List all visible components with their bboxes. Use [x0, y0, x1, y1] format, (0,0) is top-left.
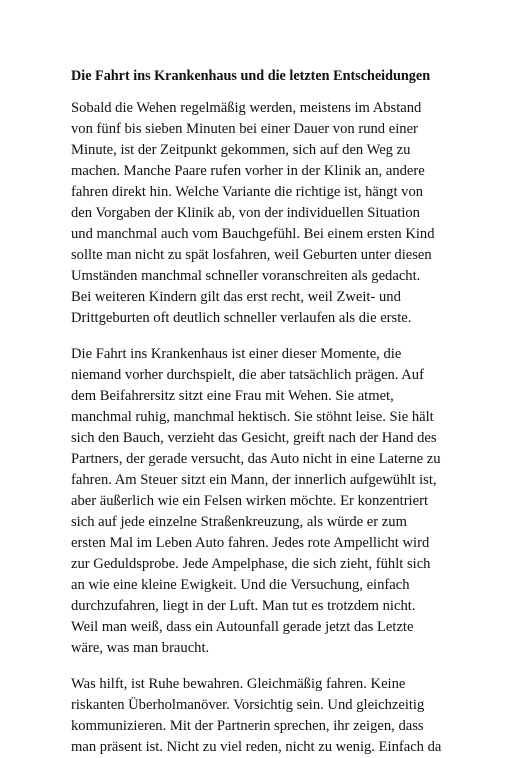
paragraph-line: Weil man weiß, dass ein Autounfall gerade jetzt das Letzte — [71, 619, 414, 635]
paragraph-line: von fünf bis sieben Minuten bei einer Dauer von rund einer — [71, 121, 418, 137]
paragraph-line: sich den Bauch, verzieht das Gesicht, greift nach der Hand des — [71, 430, 437, 446]
paragraph-line: aber äußerlich wie ein Felsen wirken möchte. Er konzentriert — [71, 493, 428, 509]
paragraph-line: man präsent ist. Nicht zu viel reden, nicht zu wenig. Einfach da — [71, 739, 442, 755]
paragraph-line: Drittgeburten oft deutlich schneller verlaufen als die erste. — [71, 310, 412, 326]
paragraph-line: Die Fahrt ins Krankenhaus ist einer dieser Momente, die — [71, 346, 402, 362]
paragraph-line: dem Beifahrersitz sitzt eine Frau mit Wehen. Sie atmet, — [71, 388, 394, 404]
paragraph — [71, 344, 469, 659]
paragraph-line: fahren. Am Steuer sitzt ein Mann, der innerlich aufgewühlt ist, — [71, 472, 437, 488]
paragraph-line: an wie eine kleine Ewigkeit. Und die Versuchung, einfach — [71, 577, 410, 593]
paragraph-line: machen. Manche Paare rufen vorher in der Klinik an, andere — [71, 163, 425, 179]
paragraph-line: Partners, der gerade versucht, das Auto nicht in eine Laterne zu — [71, 451, 441, 467]
paragraph-line: riskanten Überholmanöver. Vorsichtig sein. Und gleichzeitig — [71, 697, 425, 713]
paragraph-line: den Vorgaben der Klinik ab, von der individuellen Situation — [71, 205, 420, 221]
paragraph-line: Minute, ist der Zeitpunkt gekommen, sich auf den Weg zu — [71, 142, 411, 158]
paragraph-line: sich auf jede einzelne Straßenkreuzung, als würde er zum — [71, 514, 407, 530]
paragraph-line: Umständen manchmal schneller voranschreiten als gedacht. — [71, 268, 421, 284]
paragraph-line: niemand vorher durchspielt, die aber tatsächlich prägen. Auf — [71, 367, 424, 383]
paragraph-line: durchzufahren, liegt in der Luft. Man tut es trotzdem nicht. — [71, 598, 416, 614]
paragraph-line: Was hilft, ist Ruhe bewahren. Gleichmäßig fahren. Keine — [71, 676, 406, 692]
paragraph-line: ersten Mal im Leben Auto fahren. Jedes rote Ampellicht wird — [71, 535, 430, 551]
paragraph-line: und manchmal auch vom Bauchgefühl. Bei einem ersten Kind — [71, 226, 435, 242]
paragraph — [71, 98, 469, 329]
paragraph-line: Bei weiteren Kindern gilt das erst recht, weil Zweit- und — [71, 289, 401, 305]
paragraph-line: Sobald die Wehen regelmäßig werden, meistens im Abstand — [71, 100, 422, 116]
paragraph-line: sollte man nicht zu spät losfahren, weil Geburten unter diesen — [71, 247, 432, 263]
paragraph-line: wäre, was man braucht. — [71, 640, 210, 656]
paragraph-line: fahren direkt hin. Welche Variante die richtige ist, hängt von — [71, 184, 424, 200]
body-text — [71, 98, 469, 758]
section-title: Die Fahrt ins Krankenhaus und die letzten Entscheidungen — [71, 68, 431, 84]
paragraph — [71, 674, 469, 758]
paragraph-line: kommunizieren. Mit der Partnerin sprechen, ihr zeigen, dass — [71, 718, 424, 734]
paragraph-line: manchmal ruhig, manchmal hektisch. Sie stöhnt leise. Sie hält — [71, 409, 434, 425]
paragraph-line: zur Geduldsprobe. Jede Ampelphase, die sich zieht, fühlt sich — [71, 556, 431, 572]
